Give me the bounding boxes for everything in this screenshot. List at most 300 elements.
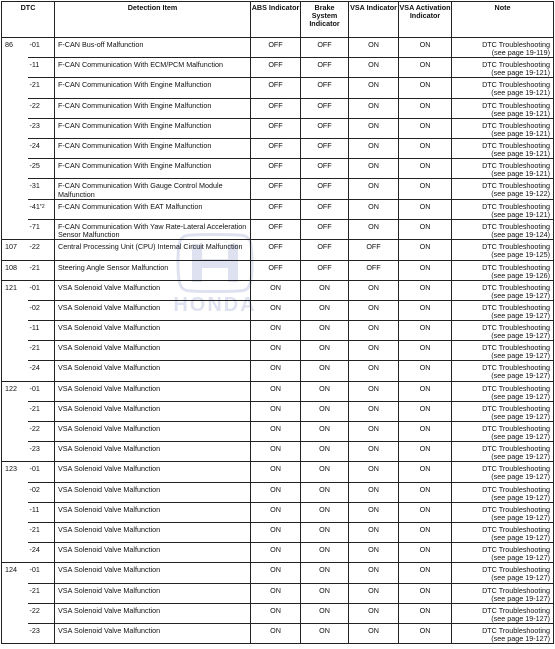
dtc-sub-code-text: -24 bbox=[29, 363, 40, 373]
abs-indicator-state: OFF bbox=[251, 38, 301, 58]
dtc-sub-code bbox=[28, 401, 55, 421]
table-row bbox=[2, 482, 554, 502]
vsa-indicator-state: ON bbox=[349, 623, 399, 643]
note-cell bbox=[452, 462, 554, 482]
footnote-marker: *2 bbox=[39, 203, 45, 210]
brake-system-indicator-state: ON bbox=[301, 381, 349, 401]
note-page-ref: (see page 19-127) bbox=[491, 331, 550, 341]
abs-indicator-state: ON bbox=[251, 522, 301, 542]
abs-indicator-state: OFF bbox=[251, 179, 301, 199]
table-row bbox=[2, 219, 554, 239]
brake-system-indicator-state: ON bbox=[301, 401, 349, 421]
detection-item: F-CAN Communication With Engine Malfunction bbox=[55, 78, 251, 98]
brake-system-indicator-state: OFF bbox=[301, 98, 349, 118]
brake-system-indicator-state: ON bbox=[301, 422, 349, 442]
brake-system-indicator-state: OFF bbox=[301, 260, 349, 280]
vsa-activation-indicator-state: ON bbox=[399, 199, 452, 219]
note-cell bbox=[452, 381, 554, 401]
dtc-sub-code-text: -01 bbox=[29, 464, 40, 474]
vsa-indicator-state: ON bbox=[349, 543, 399, 563]
vsa-activation-indicator-state: ON bbox=[399, 260, 452, 280]
note-link-title: DTC Troubleshooting bbox=[482, 565, 550, 575]
vsa-activation-indicator-state: ON bbox=[399, 422, 452, 442]
brake-system-indicator-state: ON bbox=[301, 603, 349, 623]
table-row bbox=[2, 522, 554, 542]
note-link-title: DTC Troubleshooting bbox=[482, 161, 550, 171]
detection-item: Central Processing Unit (CPU) Internal Circuit Malfunction bbox=[55, 240, 251, 260]
brake-system-indicator-state: OFF bbox=[301, 199, 349, 219]
vsa-indicator-state: ON bbox=[349, 422, 399, 442]
abs-indicator-state: OFF bbox=[251, 98, 301, 118]
vsa-indicator-state: ON bbox=[349, 361, 399, 381]
note-cell bbox=[452, 543, 554, 563]
detection-item: F-CAN Communication With Engine Malfunction bbox=[55, 98, 251, 118]
note-link-title: DTC Troubleshooting bbox=[482, 585, 550, 595]
abs-indicator-state: ON bbox=[251, 502, 301, 522]
dtc-sub-code-text: -71 bbox=[29, 221, 40, 231]
note-cell bbox=[452, 422, 554, 442]
brake-system-indicator-state: ON bbox=[301, 442, 349, 462]
table-row bbox=[2, 422, 554, 442]
dtc-sub-code-text: -01 bbox=[29, 40, 40, 49]
vsa-indicator-header: VSA Indicator bbox=[349, 2, 399, 38]
note-page-ref: (see page 19-127) bbox=[491, 472, 550, 482]
dtc-sub-code bbox=[28, 321, 55, 341]
vsa-activation-indicator-state: ON bbox=[399, 603, 452, 623]
dtc-sub-code bbox=[28, 240, 55, 260]
vsa-activation-indicator-state: ON bbox=[399, 442, 452, 462]
note-page-ref: (see page 19-121) bbox=[491, 68, 550, 78]
dtc-sub-code bbox=[28, 260, 55, 280]
table-row bbox=[2, 38, 554, 58]
brake-system-indicator-state: ON bbox=[301, 341, 349, 361]
abs-indicator-state: ON bbox=[251, 300, 301, 320]
vsa-activation-indicator-state: ON bbox=[399, 583, 452, 603]
abs-indicator-state: ON bbox=[251, 482, 301, 502]
note-page-ref: (see page 19-121) bbox=[491, 169, 550, 179]
note-page-ref: (see page 19-127) bbox=[491, 290, 550, 300]
note-link-title: DTC Troubleshooting bbox=[482, 181, 550, 191]
note-link-title: DTC Troubleshooting bbox=[482, 120, 550, 130]
abs-indicator-state: ON bbox=[251, 341, 301, 361]
dtc-sub-code-text: -23 bbox=[29, 444, 40, 454]
note-cell bbox=[452, 482, 554, 502]
note-page-ref: (see page 19-127) bbox=[491, 411, 550, 421]
abs-indicator-state: OFF bbox=[251, 58, 301, 78]
note-link-title: DTC Troubleshooting bbox=[482, 605, 550, 615]
abs-indicator-state: ON bbox=[251, 623, 301, 643]
brake-system-indicator-state: ON bbox=[301, 563, 349, 583]
note-cell bbox=[452, 179, 554, 199]
vsa-activation-indicator-state: ON bbox=[399, 179, 452, 199]
dtc-main-code: 107 bbox=[2, 240, 28, 260]
brake-system-indicator-state: ON bbox=[301, 482, 349, 502]
dtc-sub-code bbox=[28, 462, 55, 482]
detection-item: F-CAN Bus-off Malfunction bbox=[55, 38, 251, 58]
dtc-main-code: 122 bbox=[2, 381, 28, 462]
table-row bbox=[2, 159, 554, 179]
note-header: Note bbox=[452, 2, 554, 38]
brake-system-indicator-state: OFF bbox=[301, 179, 349, 199]
dtc-sub-code-text: -22 bbox=[29, 242, 40, 252]
brake-system-indicator-state: ON bbox=[301, 361, 349, 381]
note-cell bbox=[452, 563, 554, 583]
table-row bbox=[2, 98, 554, 118]
abs-indicator-state: OFF bbox=[251, 199, 301, 219]
dtc-sub-code bbox=[28, 118, 55, 138]
note-link-title: DTC Troubleshooting bbox=[482, 201, 550, 211]
dtc-sub-code bbox=[28, 38, 55, 58]
vsa-activation-indicator-state: ON bbox=[399, 300, 452, 320]
note-page-ref: (see page 19-121) bbox=[491, 148, 550, 158]
detection-item-header: Detection Item bbox=[55, 2, 251, 38]
vsa-activation-indicator-state: ON bbox=[399, 502, 452, 522]
vsa-indicator-state: ON bbox=[349, 300, 399, 320]
table-row bbox=[2, 58, 554, 78]
table-row bbox=[2, 341, 554, 361]
table-row bbox=[2, 78, 554, 98]
dtc-sub-code bbox=[28, 179, 55, 199]
detection-item: VSA Solenoid Valve Malfunction bbox=[55, 361, 251, 381]
note-link-title: DTC Troubleshooting bbox=[482, 504, 550, 514]
brake-system-indicator-state: OFF bbox=[301, 78, 349, 98]
dtc-sub-code bbox=[28, 58, 55, 78]
abs-indicator-state: ON bbox=[251, 381, 301, 401]
note-page-ref: (see page 19-127) bbox=[491, 310, 550, 320]
vsa-activation-indicator-state: ON bbox=[399, 401, 452, 421]
detection-item: VSA Solenoid Valve Malfunction bbox=[55, 502, 251, 522]
vsa-activation-indicator-state: ON bbox=[399, 482, 452, 502]
abs-indicator-state: ON bbox=[251, 583, 301, 603]
vsa-indicator-state: ON bbox=[349, 321, 399, 341]
detection-item: VSA Solenoid Valve Malfunction bbox=[55, 482, 251, 502]
brake-system-indicator-state: OFF bbox=[301, 38, 349, 58]
detection-item: VSA Solenoid Valve Malfunction bbox=[55, 623, 251, 643]
brake-system-indicator-state: ON bbox=[301, 502, 349, 522]
note-page-ref: (see page 19-127) bbox=[491, 633, 550, 643]
brake-system-indicator-state: OFF bbox=[301, 58, 349, 78]
abs-indicator-state: ON bbox=[251, 361, 301, 381]
note-link-title: DTC Troubleshooting bbox=[482, 100, 550, 110]
vsa-indicator-state: ON bbox=[349, 280, 399, 300]
note-cell bbox=[452, 219, 554, 239]
note-cell bbox=[452, 280, 554, 300]
table-row bbox=[2, 603, 554, 623]
note-link-title: DTC Troubleshooting bbox=[482, 383, 550, 393]
detection-item: F-CAN Communication With Yaw Rate-Lateral Acceleration Sensor Malfunction bbox=[55, 219, 251, 239]
vsa-indicator-state: ON bbox=[349, 78, 399, 98]
dtc-main-code: 121 bbox=[2, 280, 28, 381]
vsa-activation-indicator-state: ON bbox=[399, 543, 452, 563]
note-link-title: DTC Troubleshooting bbox=[482, 323, 550, 333]
vsa-indicator-state: ON bbox=[349, 462, 399, 482]
vsa-activation-indicator-state: ON bbox=[399, 138, 452, 158]
note-page-ref: (see page 19-126) bbox=[491, 270, 550, 280]
note-link-title: DTC Troubleshooting bbox=[482, 343, 550, 353]
table-row bbox=[2, 300, 554, 320]
detection-item: F-CAN Communication With EAT Malfunction bbox=[55, 199, 251, 219]
dtc-sub-code-text: -21 bbox=[29, 343, 40, 353]
vsa-indicator-state: ON bbox=[349, 98, 399, 118]
dtc-sub-code-text: -25 bbox=[29, 161, 40, 171]
dtc-sub-code-text: -22 bbox=[29, 100, 40, 110]
vsa-indicator-state: ON bbox=[349, 179, 399, 199]
dtc-sub-code-text: -21 bbox=[29, 403, 40, 413]
dtc-sub-code bbox=[28, 280, 55, 300]
table-row bbox=[2, 138, 554, 158]
detection-item: VSA Solenoid Valve Malfunction bbox=[55, 442, 251, 462]
abs-indicator-state: OFF bbox=[251, 240, 301, 260]
dtc-sub-code-text: -41 bbox=[29, 201, 40, 211]
note-link-title: DTC Troubleshooting bbox=[482, 484, 550, 494]
detection-item: F-CAN Communication With Engine Malfunction bbox=[55, 118, 251, 138]
note-link-title: DTC Troubleshooting bbox=[482, 403, 550, 413]
dtc-sub-code-text: -01 bbox=[29, 282, 40, 292]
brake-system-indicator-state: OFF bbox=[301, 118, 349, 138]
note-cell bbox=[452, 341, 554, 361]
dtc-main-code: 124 bbox=[2, 563, 28, 644]
vsa-indicator-state: OFF bbox=[349, 260, 399, 280]
note-cell bbox=[452, 583, 554, 603]
vsa-activation-indicator-state: ON bbox=[399, 361, 452, 381]
header-row bbox=[2, 2, 554, 38]
table-row bbox=[2, 260, 554, 280]
brake-system-indicator-state: ON bbox=[301, 543, 349, 563]
dtc-sub-code-text: -02 bbox=[29, 302, 40, 312]
vsa-activation-indicator-state: ON bbox=[399, 58, 452, 78]
abs-indicator-state: ON bbox=[251, 280, 301, 300]
note-page-ref: (see page 19-124) bbox=[491, 229, 550, 239]
dtc-sub-code bbox=[28, 98, 55, 118]
note-cell bbox=[452, 98, 554, 118]
brake-system-indicator-state: ON bbox=[301, 280, 349, 300]
vsa-activation-indicator-state: ON bbox=[399, 159, 452, 179]
note-page-ref: (see page 19-127) bbox=[491, 371, 550, 381]
dtc-sub-code bbox=[28, 583, 55, 603]
vsa-activation-indicator-state: ON bbox=[399, 38, 452, 58]
table-row bbox=[2, 563, 554, 583]
dtc-sub-code bbox=[28, 381, 55, 401]
dtc-sub-code-text: -01 bbox=[29, 383, 40, 393]
vsa-indicator-state: ON bbox=[349, 341, 399, 361]
vsa-indicator-state: ON bbox=[349, 563, 399, 583]
note-link-title: DTC Troubleshooting bbox=[482, 60, 550, 70]
detection-item: F-CAN Communication With Gauge Control Module Malfunction bbox=[55, 179, 251, 199]
note-link-title: DTC Troubleshooting bbox=[482, 464, 550, 474]
dtc-sub-code bbox=[28, 138, 55, 158]
table-row bbox=[2, 179, 554, 199]
abs-indicator-state: ON bbox=[251, 603, 301, 623]
detection-item: VSA Solenoid Valve Malfunction bbox=[55, 603, 251, 623]
table-row bbox=[2, 321, 554, 341]
vsa-indicator-state: ON bbox=[349, 603, 399, 623]
vsa-indicator-state: ON bbox=[349, 58, 399, 78]
table-row bbox=[2, 240, 554, 260]
vsa-activation-indicator-state: ON bbox=[399, 381, 452, 401]
vsa-indicator-state: ON bbox=[349, 401, 399, 421]
note-page-ref: (see page 19-125) bbox=[491, 250, 550, 260]
detection-item: F-CAN Communication With Engine Malfunction bbox=[55, 138, 251, 158]
table-row bbox=[2, 442, 554, 462]
dtc-sub-code bbox=[28, 482, 55, 502]
note-page-ref: (see page 19-127) bbox=[491, 452, 550, 462]
vsa-indicator-state: ON bbox=[349, 522, 399, 542]
dtc-sub-code-text: -23 bbox=[29, 625, 40, 635]
table-row bbox=[2, 361, 554, 381]
note-cell bbox=[452, 38, 554, 58]
abs-indicator-state: ON bbox=[251, 543, 301, 563]
detection-item: VSA Solenoid Valve Malfunction bbox=[55, 280, 251, 300]
dtc-sub-code bbox=[28, 543, 55, 563]
note-page-ref: (see page 19-127) bbox=[491, 351, 550, 361]
note-cell bbox=[452, 118, 554, 138]
note-cell bbox=[452, 58, 554, 78]
note-link-title: DTC Troubleshooting bbox=[482, 302, 550, 312]
vsa-activation-indicator-state: ON bbox=[399, 341, 452, 361]
note-page-ref: (see page 19-127) bbox=[491, 613, 550, 623]
vsa-indicator-state: ON bbox=[349, 583, 399, 603]
note-link-title: DTC Troubleshooting bbox=[482, 524, 550, 534]
dtc-main-code: 108 bbox=[2, 260, 28, 280]
dtc-sub-code-text: -22 bbox=[29, 424, 40, 433]
detection-item: VSA Solenoid Valve Malfunction bbox=[55, 563, 251, 583]
dtc-sub-code-text: -01 bbox=[29, 565, 40, 575]
note-page-ref: (see page 19-119) bbox=[491, 48, 550, 57]
note-page-ref: (see page 19-127) bbox=[491, 391, 550, 401]
dtc-sub-code bbox=[28, 442, 55, 462]
note-cell bbox=[452, 361, 554, 381]
note-cell bbox=[452, 502, 554, 522]
table-row bbox=[2, 543, 554, 563]
dtc-sub-code-text: -24 bbox=[29, 140, 40, 150]
table-row bbox=[2, 280, 554, 300]
dtc-sub-code bbox=[28, 300, 55, 320]
table-row bbox=[2, 462, 554, 482]
vsa-activation-indicator-state: ON bbox=[399, 219, 452, 239]
note-cell bbox=[452, 623, 554, 643]
vsa-activation-indicator-state: ON bbox=[399, 240, 452, 260]
table-row bbox=[2, 502, 554, 522]
note-link-title: DTC Troubleshooting bbox=[482, 625, 550, 635]
note-link-title: DTC Troubleshooting bbox=[482, 424, 550, 433]
vsa-indicator-state: ON bbox=[349, 482, 399, 502]
brake-system-indicator-header: Brake System Indicator bbox=[301, 2, 349, 38]
dtc-sub-code-text: -11 bbox=[29, 504, 40, 514]
note-cell bbox=[452, 321, 554, 341]
dtc-sub-code bbox=[28, 422, 55, 442]
note-link-title: DTC Troubleshooting bbox=[482, 242, 550, 252]
abs-indicator-state: OFF bbox=[251, 159, 301, 179]
abs-indicator-state: OFF bbox=[251, 260, 301, 280]
dtc-sub-code-text: -23 bbox=[29, 120, 40, 130]
dtc-sub-code-text: -11 bbox=[29, 60, 40, 70]
note-page-ref: (see page 19-127) bbox=[491, 512, 550, 522]
detection-item: VSA Solenoid Valve Malfunction bbox=[55, 321, 251, 341]
note-link-title: DTC Troubleshooting bbox=[482, 262, 550, 272]
abs-indicator-state: OFF bbox=[251, 78, 301, 98]
dtc-sub-code-text: -02 bbox=[29, 484, 40, 494]
brake-system-indicator-state: ON bbox=[301, 522, 349, 542]
dtc-sub-code-text: -21 bbox=[29, 262, 40, 272]
dtc-sub-code-text: -11 bbox=[29, 323, 40, 333]
note-link-title: DTC Troubleshooting bbox=[482, 363, 550, 373]
note-page-ref: (see page 19-122) bbox=[491, 189, 550, 199]
abs-indicator-state: OFF bbox=[251, 138, 301, 158]
note-page-ref: (see page 19-121) bbox=[491, 88, 550, 98]
dtc-sub-code bbox=[28, 522, 55, 542]
abs-indicator-state: ON bbox=[251, 563, 301, 583]
vsa-indicator-state: ON bbox=[349, 118, 399, 138]
brake-system-indicator-state: ON bbox=[301, 462, 349, 482]
dtc-sub-code-text: -24 bbox=[29, 545, 40, 555]
table-row bbox=[2, 623, 554, 643]
brake-system-indicator-state: ON bbox=[301, 321, 349, 341]
detection-item: VSA Solenoid Valve Malfunction bbox=[55, 381, 251, 401]
vsa-indicator-state: ON bbox=[349, 199, 399, 219]
dtc-sub-code bbox=[28, 219, 55, 239]
vsa-activation-indicator-state: ON bbox=[399, 522, 452, 542]
dtc-sub-code-text: -21 bbox=[29, 524, 40, 534]
abs-indicator-header: ABS Indicator bbox=[251, 2, 301, 38]
note-page-ref: (see page 19-127) bbox=[491, 532, 550, 542]
vsa-activation-indicator-header: VSA Activation Indicator bbox=[399, 2, 452, 38]
vsa-indicator-state: ON bbox=[349, 38, 399, 58]
note-page-ref: (see page 19-121) bbox=[491, 209, 550, 219]
note-cell bbox=[452, 199, 554, 219]
dtc-sub-code-text: -22 bbox=[29, 605, 40, 615]
note-cell bbox=[452, 159, 554, 179]
note-link-title: DTC Troubleshooting bbox=[482, 140, 550, 150]
note-cell bbox=[452, 522, 554, 542]
vsa-indicator-state: OFF bbox=[349, 240, 399, 260]
note-cell bbox=[452, 603, 554, 623]
vsa-indicator-state: ON bbox=[349, 502, 399, 522]
dtc-sub-code-text: -21 bbox=[29, 80, 40, 90]
note-link-title: DTC Troubleshooting bbox=[482, 40, 550, 49]
table-row bbox=[2, 118, 554, 138]
detection-item: VSA Solenoid Valve Malfunction bbox=[55, 341, 251, 361]
vsa-indicator-state: ON bbox=[349, 159, 399, 179]
dtc-sub-code bbox=[28, 159, 55, 179]
dtc-table bbox=[1, 1, 554, 644]
brake-system-indicator-state: ON bbox=[301, 300, 349, 320]
vsa-activation-indicator-state: ON bbox=[399, 280, 452, 300]
dtc-sub-code bbox=[28, 78, 55, 98]
brake-system-indicator-state: ON bbox=[301, 583, 349, 603]
vsa-activation-indicator-state: ON bbox=[399, 98, 452, 118]
note-link-title: DTC Troubleshooting bbox=[482, 545, 550, 555]
brake-system-indicator-state: OFF bbox=[301, 240, 349, 260]
note-page-ref: (see page 19-127) bbox=[491, 593, 550, 603]
note-page-ref: (see page 19-127) bbox=[491, 492, 550, 502]
dtc-sub-code bbox=[28, 341, 55, 361]
dtc-sub-code bbox=[28, 199, 55, 219]
dtc-sub-code-text: -31 bbox=[29, 181, 40, 191]
vsa-indicator-state: ON bbox=[349, 381, 399, 401]
table-row bbox=[2, 401, 554, 421]
note-link-title: DTC Troubleshooting bbox=[482, 282, 550, 292]
abs-indicator-state: OFF bbox=[251, 219, 301, 239]
table-row bbox=[2, 583, 554, 603]
note-link-title: DTC Troubleshooting bbox=[482, 221, 550, 231]
note-cell bbox=[452, 300, 554, 320]
detection-item: VSA Solenoid Valve Malfunction bbox=[55, 583, 251, 603]
vsa-activation-indicator-state: ON bbox=[399, 462, 452, 482]
detection-item: VSA Solenoid Valve Malfunction bbox=[55, 422, 251, 442]
abs-indicator-state: ON bbox=[251, 462, 301, 482]
note-cell bbox=[452, 442, 554, 462]
vsa-activation-indicator-state: ON bbox=[399, 623, 452, 643]
